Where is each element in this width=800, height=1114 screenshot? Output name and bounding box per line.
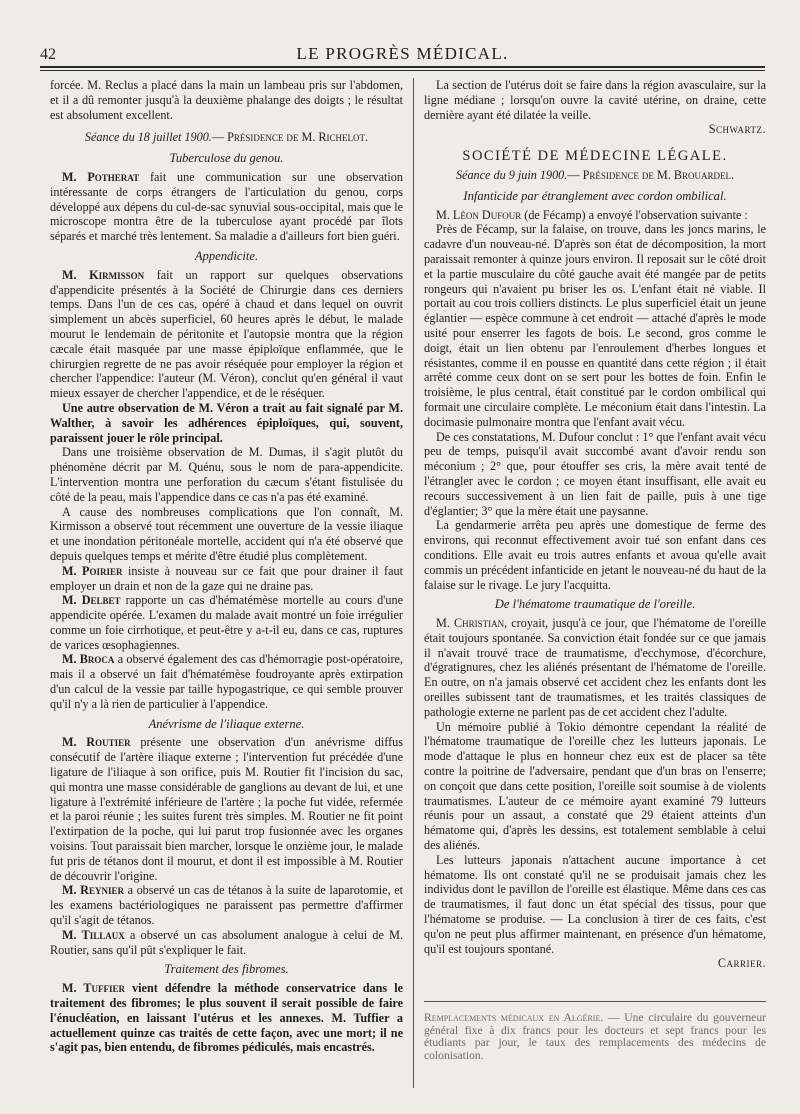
- speaker-name: M. Broca: [62, 652, 115, 667]
- section-subtitle: Tuberculose du genou.: [169, 151, 284, 166]
- speaker-name: M. Kirmisson: [62, 267, 145, 282]
- paragraph: [424, 1012, 766, 1062]
- author-signature: Carrier.: [717, 956, 766, 971]
- seance-heading: [424, 168, 766, 183]
- paragraph-text: fait un rapport sur quelques observations d'appendicite présentés à la Société de Chirurgie dans ces derniers temps. Dans l'un de ces cas, opéré à chaud et dans lequel on ouvrit simplement un abcès superficiel, 60 heures après le début, le malade mourut le lendemain de péritonite et l'autopsie montra que la région cæcale était masquée par une masse épiploïque enflammée, que le chirurgien regrette de ne pas avoir réséquée pour employer la région et chercher l'appendice: l'auteur (M. Véron), conclut qu'en général il vaut mieux essayer de chercher l'appendice, et de le réséquer.: [50, 267, 403, 401]
- paragraph: Les lutteurs japonais n'attachent aucune importance à cet hématome. Ils ont constaté qu'il ne se produisait jamais chez les individus dont le pavillon de l'oreille est élastique. Même dans ces cas de traumatismes, il faut donc un état spécial des tissus, pour que l'hématome se produise. — La conclusion à tirer de ces faits, c'est qu'on ne peut plus affirmer maintenant, en présence d'un hématome, qu'il est toujours spontané.: [424, 852, 767, 956]
- paragraph: forcée. M. Reclus a placé dans la main un lambeau pris sur l'abdomen, et il a dû remonter jusqu'à la deuxième phalange des doigts ; le résultat est absolument excellent.: [50, 78, 403, 122]
- notice-text: — Une circulaire du gouverneur général fixe à dix francs pour les docteurs et sept francs pour les étudiants par jour, le taux des remplacements des médecins de colonisation.: [424, 1011, 766, 1062]
- speaker-name: M. Christian: [436, 616, 505, 631]
- page-number: 42: [40, 46, 56, 63]
- paragraph-text: insiste à nouveau sur ce fait que pour drainer il faut employer un drain et non de la gaze qui ne draine pas.: [50, 563, 403, 593]
- paragraph: Une autre observation de M. Véron a trait au fait signalé par M. Walther, à savoir les adhérences épiploïques, qui, souvent, paraissent jouer le rôle principal.: [50, 400, 403, 445]
- paragraph: [50, 268, 403, 401]
- paragraph: [50, 593, 403, 652]
- author-signature: Schwartz.: [708, 122, 766, 137]
- paragraph: [50, 981, 403, 1055]
- news-notice: [424, 1001, 766, 1062]
- paragraph: [50, 652, 403, 711]
- header-rule-thin: [40, 70, 765, 71]
- paragraph: [50, 735, 403, 883]
- paragraph: [424, 616, 766, 720]
- section-subtitle: Infanticide par étranglement avec cordon ombilical.: [463, 188, 727, 203]
- notice-title: Remplacements médicaux en Algérie.: [424, 1011, 604, 1025]
- speaker-name: M. Routier: [62, 735, 131, 750]
- paragraph: A cause des nombreuses complications que l'on connaît, M. Kirmisson a observé tout récemment une ouverture de la vessie iliaque et une inondation péritonéale mortelle, accident qui n'a été observé que depuis quelques temps et mérite d'être étudié plus complètement.: [50, 504, 403, 563]
- speaker-name: M. Reynier: [62, 883, 124, 898]
- paragraph: [50, 883, 403, 927]
- section-subtitle: De l'hématome traumatique de l'oreille.: [494, 597, 696, 612]
- speaker-name: M. Léon Dufour: [436, 207, 522, 222]
- paragraph-text: a observé également des cas d'hémorragie post-opératoire, mais il a observé un fait d'hématémèse foudroyante après extirpation d'un calcul de la vessie par taille hypogastrique, ce qui semble prouver qu'il n'y a là rien de particulier à l'appendice.: [50, 652, 403, 711]
- speaker-name: M. Potherat: [62, 169, 140, 184]
- paragraph: Un mémoire publié à Tokio démontre cependant la réalité de l'hématome traumatique de l'oreille chez les lutteurs japonais. Le mode d'attaque le plus en honneur chez eux est de placer sa tête contre la poitrine de l'adversaire, pendant que d'un bras on l'enserre; on conçoit que dans cette position, l'oreille soit soumise à de violents traumatismes. L'auteur de ce mémoire ayant examiné 79 lutteurs réunis pour un assaut, a constaté que 29 étaient atteints d'un hématome qui, d'après les dessins, est totalement semblable à celui des aliénés.: [424, 719, 766, 853]
- speaker-name: M. Tillaux: [62, 927, 125, 942]
- left-column: [50, 78, 403, 1055]
- paragraph-text: a observé un cas absolument analogue à celui de M. Routier, sans qu'il pût s'expliquer le fait.: [50, 927, 404, 957]
- paragraph: De ces constatations, M. Dufour conclut : 1° que l'enfant avait vécu peu de temps, puisqu'il avait succombé avant d'avoir rendu son méconium ; 2° que, pour étouffer ses cris, la mère avait tenté de l'étrangler avec le cordon ; ce moyen étant insuffisant, elle avait eu recours successivement à un lien fait de paille, puis à une tige d'églantier; 3° que la mère était une paysanne.: [424, 429, 766, 518]
- paragraph: La gendarmerie arrêta peu après une domestique de ferme des environs, qui reconnut effectivement avoir tué son enfant dans ces conditions. Elle avait eu trois autres enfants et avoua qu'elle avait commis un précédent infanticide en jetant le nouveau-né du haut de la falaise sur le rivage. Le jury l'acquitta.: [424, 518, 766, 592]
- paragraph: Près de Fécamp, sur la falaise, on trouve, dans les joncs marins, le cadavre d'un nouveau-né. D'après son état de décomposition, la mort paraissait remonter à quinze jours environ. Il reposait sur le côté droit et la partie musculaire du côté gauche avait été mangée par de petits rongeurs qui n'avaient pu briser les os. L'enfant était né viable. Il portait au cou trois colliers distincts. Le plus superficiel était un jeune églantier — espèce commune à cet endroit — attaché d'après le mode usité pour enserrer les fagots de bois. Le second, gros comme le doigt, était un lien obtenu par l'enroulement d'herbes longues et résistantes, comme il en pousse en quantité dans cette région ; il était arrêté comme ceux dont on se sert pour les bottes de foin. Enfin le troisième, le plus central, était constitué par le cordon ombilical qui formait une circulaire complète. Le méconium était dans l'intestin. La docimasie pulmonaire montra que l'enfant avait vécu.: [424, 222, 766, 429]
- paragraph-text: présente une observation d'un anévrisme diffus consécutif de l'artère iliaque externe ; l'intervention fut précédée d'une ligature de l'iliaque à son orifice, puis M. Routier fit l'incision du sac, qui montra une masse considérable de ganglions au devant de lui, et une ligature à l'extrémité inférieure de l'artère ; la poche fut vidée, refermée et la paroi réunie ; les suites furent très simples. M. Routier ne fit point l'extirpation de la poche, qui lui parut trop fusionnée avec les organes voisins. Tout paraissait bien marcher, lorsque le onzième jour, le malade fut pris de tétanos dont il mourut, et dont il est impossible à M. Routier de découvrir l'origine.: [50, 735, 403, 883]
- society-heading: SOCIÉTÉ DE MÉDECINE LÉGALE.: [462, 148, 728, 165]
- seance-presidence: — Présidence de M. Richelot.: [211, 130, 369, 145]
- paragraph-text: a observé un cas de tétanos à la suite de laparotomie, et les examens bactériologiques ne paraissent pas permettre d'affirmer qu'il s'agit de tétanos.: [50, 883, 404, 928]
- paragraph-text: fait une communication sur une observation intéressante de corps étrangers de l'articulation du genou, corps développé aux dépens du cul-de-sac synuvial sous-occipital, mais que le microscope montra être de la tuberculose ayant procédé par îlots séparés et marché très lentement. Sa maladie a d'ailleurs fort bien guéri.: [50, 169, 403, 244]
- paragraph: [50, 170, 403, 244]
- seance-date: Séance du 18 juillet 1900.: [84, 130, 212, 145]
- section-subtitle: Traitement des fibromes.: [164, 962, 289, 977]
- paragraph-text: vient défendre la méthode conservatrice dans le traitement des fibromes; le plus souvent il serait possible de faire l'énucléation, en laissant l'utérus et les annexes. M. Tuffier a actuellement quinze cas traités de cette façon, avec une mort; il ne s'agit pas, bien entendu, de fibromes pédiculés, mais encastrés.: [50, 981, 403, 1055]
- speaker-name: M. Tuffier: [62, 981, 126, 996]
- column-separator: [413, 78, 414, 1088]
- seance-presidence: — Présidence de M. Brouardel.: [567, 167, 735, 182]
- paragraph: [424, 208, 766, 223]
- header-rule: [40, 66, 765, 68]
- paragraph: [50, 564, 403, 594]
- paragraph: La section de l'utérus doit se faire dans la région avasculaire, sur la ligne médiane ; lorsqu'on ouvre la cavité utérine, on draine, cette dernière ayant été dilatée la veille.: [424, 78, 766, 122]
- paragraph: [50, 928, 403, 958]
- right-column: [424, 78, 766, 1063]
- paragraph-text: rapporte un cas d'hématémèse mortelle au cours d'une appendicite opérée. L'examen du malade avait montré un foie irrégulier comme un foie cirrhotique, et peut-être y a-t-il eu, dans ce cas, ruptures de varices œsophagiennes.: [50, 593, 403, 652]
- paragraph-text: (de Fécamp) a envoyé l'observation suivante :: [521, 207, 748, 222]
- paragraph-text: , croyait, jusqu'à ce jour, que l'hématome de l'oreille était toujours spontanée. Sa conviction était fondée sur ce que jamais il n'avait trouvé trace de traumatisme, d'ecchymose, d'écorchure, d'égratignures, chez les aliénés présentant de l'hématome de l'oreille. En outre, on n'a jamais observé cet accident chez les enfants dont les oreilles subissent tant de traumatismes, et les traités classiques de pathologie externe ne parlent pas de cet accident chez l'adulte.: [424, 616, 766, 719]
- speaker-name: M. Poirier: [62, 563, 123, 578]
- seance-heading: [50, 130, 403, 145]
- section-subtitle: Anévrisme de l'iliaque externe.: [148, 716, 305, 731]
- journal-title: LE PROGRÈS MÉDICAL.: [296, 44, 509, 63]
- speaker-name: M. Delbet: [62, 593, 121, 608]
- seance-date: Séance du 9 juin 1900.: [455, 167, 568, 182]
- paragraph: Dans une troisième observation de M. Dumas, il s'agit plutôt du phénomène décrit par M. Quénu, sous le nom de para-appendicite. L'intervention montra une perforation du cæcum s'étant fistulisée du côté de la peau, mais l'appendice dans ce cas n'a pas été examiné.: [50, 445, 403, 504]
- section-subtitle: Appendicite.: [194, 248, 259, 263]
- page-header: [40, 44, 765, 68]
